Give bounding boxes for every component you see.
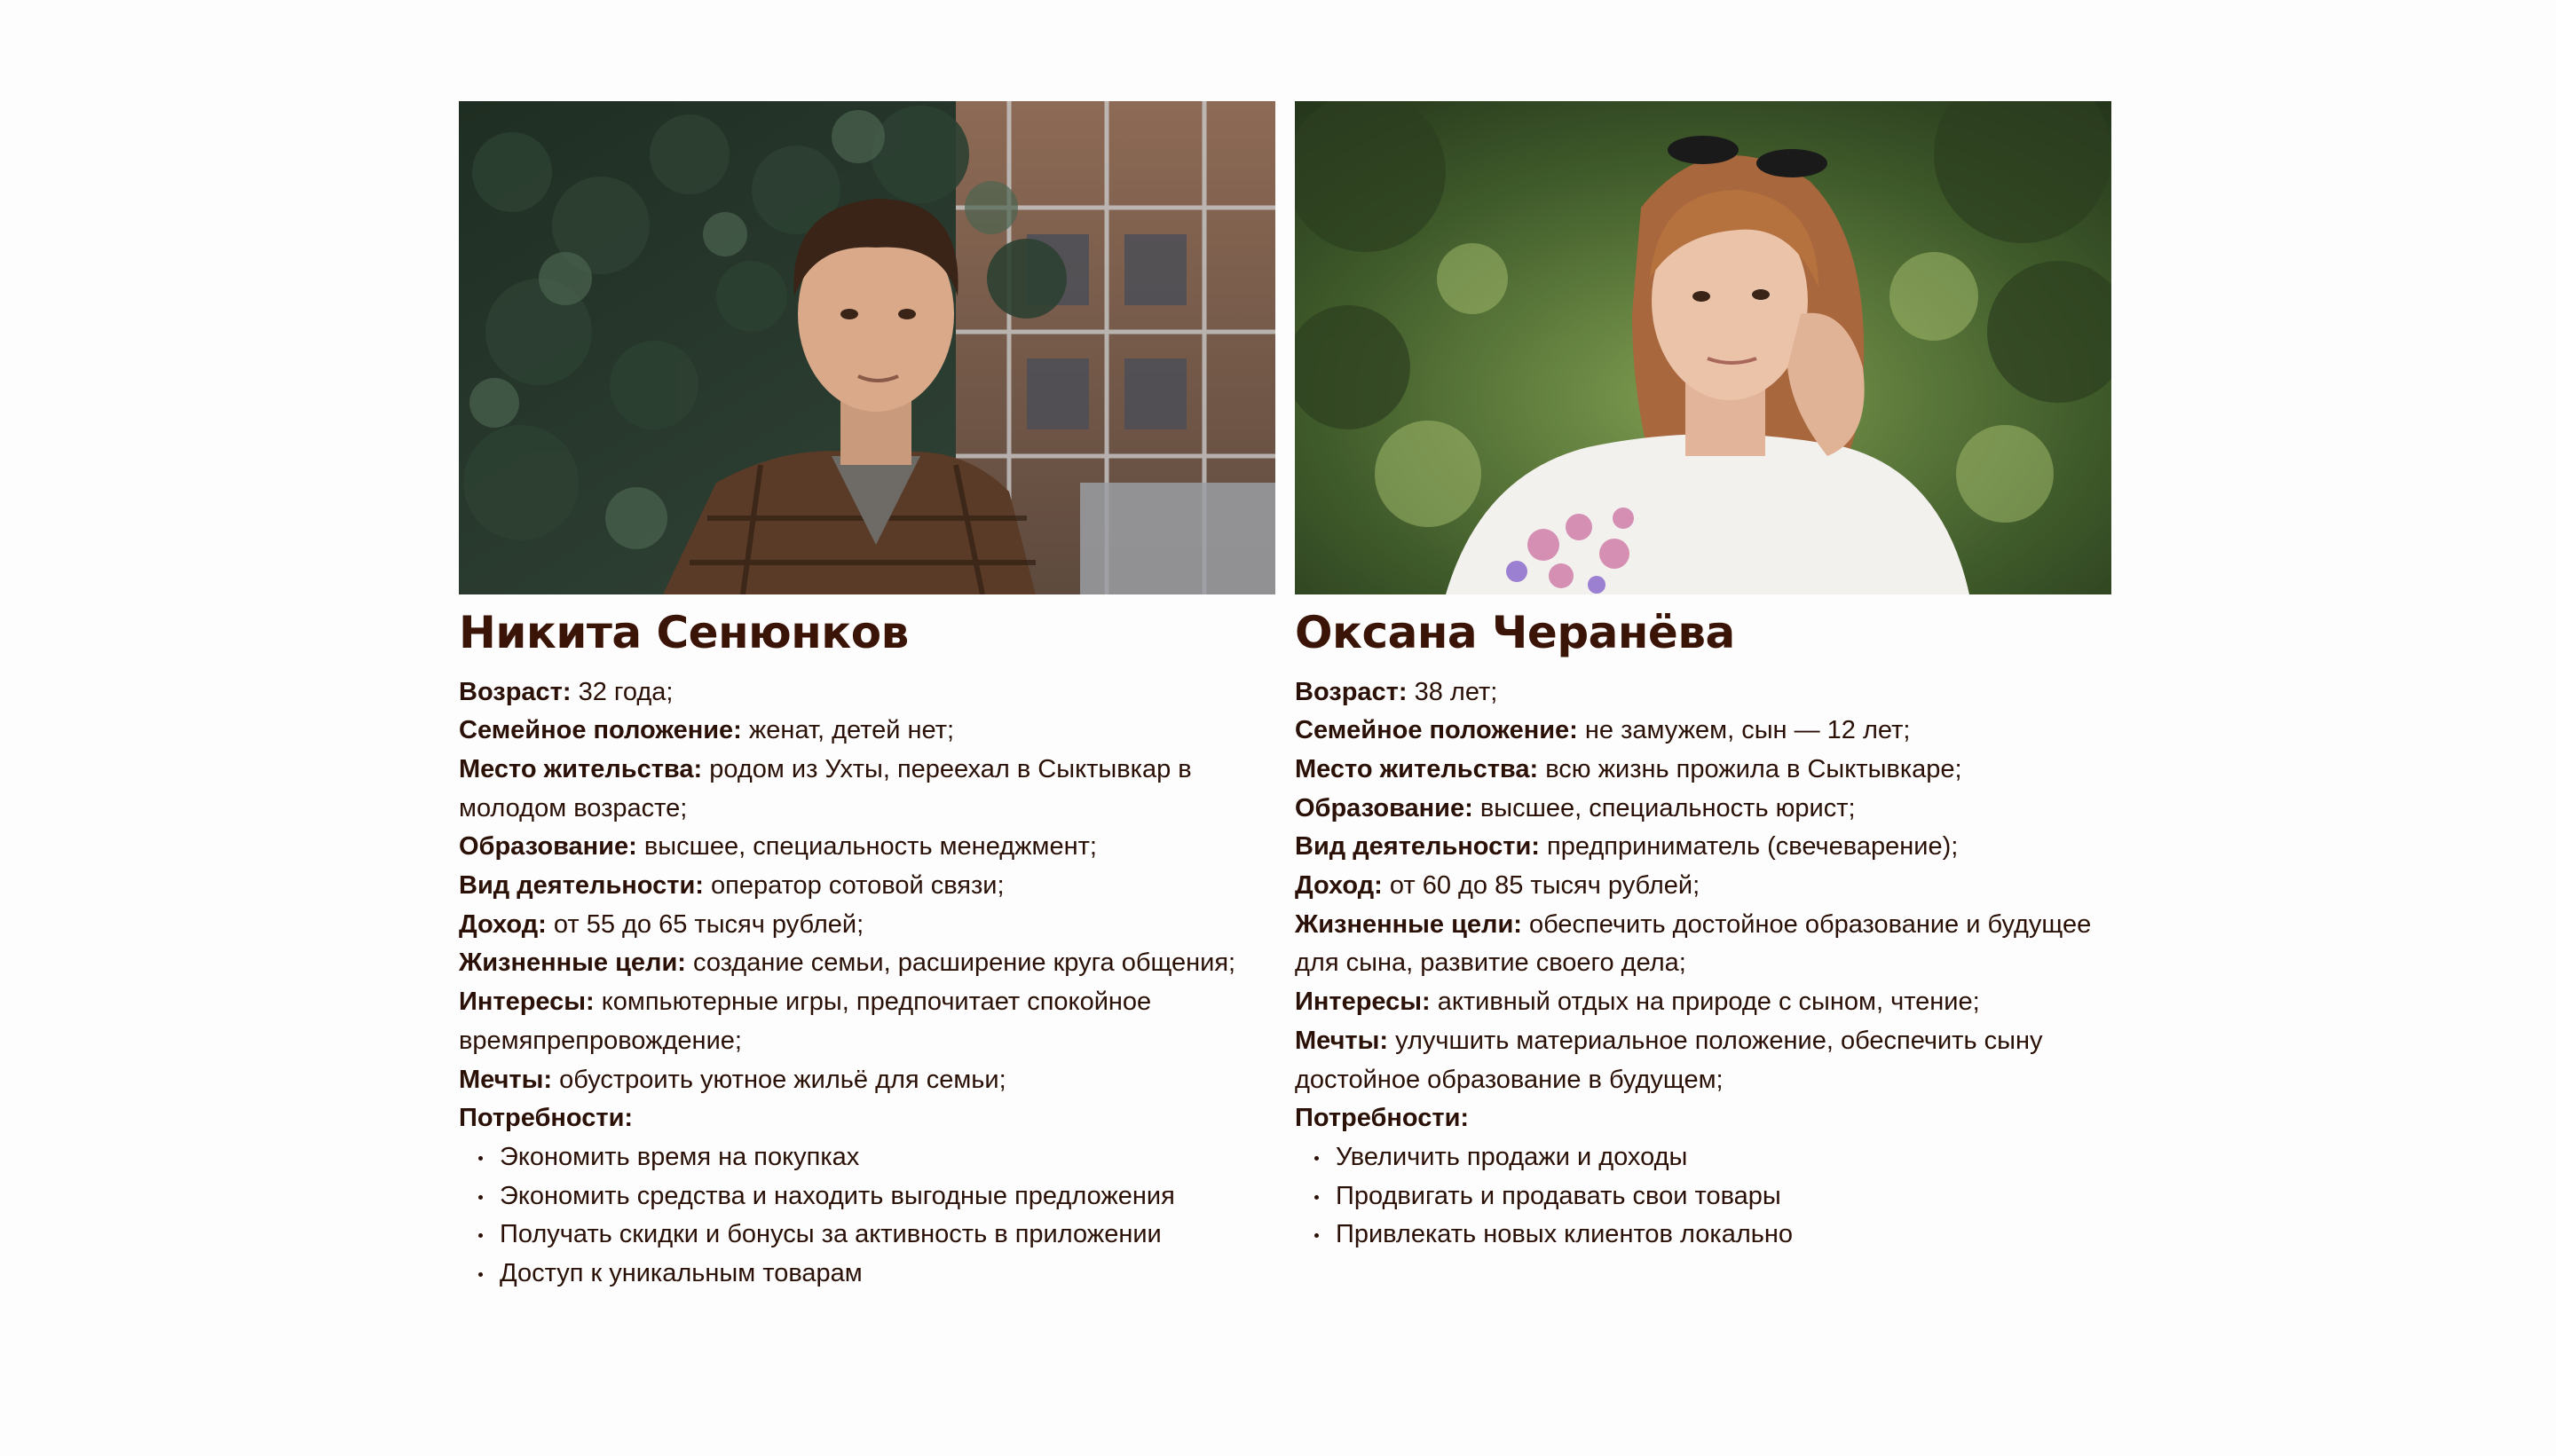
fact-residence: Место жительства: всю жизнь прожила в Сыктывкаре; <box>1295 754 1962 783</box>
fact-interests: Интересы: активный отдых на природе с сыном, чтение; <box>1295 988 1980 1017</box>
man-portrait-photo <box>459 101 1275 594</box>
fact-education: Образование: высшее, специальность менеджмент; <box>459 832 1097 862</box>
fact-life-goals: Жизненные цели: обеспечить достойное образование и будущее для сына, развитие своего дела; <box>1295 909 2092 978</box>
fact-marital-status: Семейное положение: не замужем, сын — 12 лет; <box>1295 716 1911 745</box>
fact-income: Доход: от 55 до 65 тысяч рублей; <box>459 909 864 939</box>
needs-heading: Потребности: <box>1295 1104 1470 1133</box>
persona-facts <box>459 673 1275 1294</box>
fact-dreams: Мечты: обустроить уютное жильё для семьи; <box>459 1065 1006 1094</box>
persona-card-nikita <box>459 101 1275 1294</box>
list-item: Доступ к уникальным товарам <box>478 1255 1275 1294</box>
list-item: Получать скидки и бонусы за активность в приложении <box>478 1216 1275 1255</box>
persona-facts <box>1295 673 2111 1255</box>
persona-name: Никита Сенюнков <box>459 607 909 658</box>
list-item: Продвигать и продавать свои товары <box>1314 1177 2111 1216</box>
persona-card-oksana <box>1295 101 2111 1255</box>
list-item: Увеличить продажи и доходы <box>1314 1138 2111 1177</box>
fact-age: Возраст: 32 года; <box>459 677 674 706</box>
fact-life-goals: Жизненные цели: создание семьи, расширение круга общения; <box>459 948 1236 978</box>
list-item: Экономить время на покупках <box>478 1138 1275 1177</box>
fact-income: Доход: от 60 до 85 тысяч рублей; <box>1295 871 1700 901</box>
fact-age: Возраст: 38 лет; <box>1295 677 1498 706</box>
fact-dreams: Мечты: улучшить материальное положение, обеспечить сыну достойное образование в будущем; <box>1295 1026 2043 1094</box>
needs-list <box>1295 1138 2111 1255</box>
fact-occupation: Вид деятельности: оператор сотовой связи; <box>459 871 1005 901</box>
woman-portrait-photo <box>1295 101 2111 594</box>
fact-marital-status: Семейное положение: женат, детей нет; <box>459 716 955 745</box>
fact-education: Образование: высшее, специальность юрист; <box>1295 793 1856 822</box>
fact-residence: Место жительства: родом из Ухты, переехал в Сыктывкар в молодом возрасте; <box>459 754 1192 822</box>
fact-occupation: Вид деятельности: предприниматель (свечеварение); <box>1295 832 1959 862</box>
needs-list <box>459 1138 1275 1294</box>
list-item: Экономить средства и находить выгодные предложения <box>478 1177 1275 1216</box>
needs-heading: Потребности: <box>459 1104 634 1133</box>
fact-interests: Интересы: компьютерные игры, предпочитает спокойное времяпрепровождение; <box>459 988 1152 1055</box>
persona-name: Оксана Черанёва <box>1295 607 1735 658</box>
list-item: Привлекать новых клиентов локально <box>1314 1216 2111 1255</box>
